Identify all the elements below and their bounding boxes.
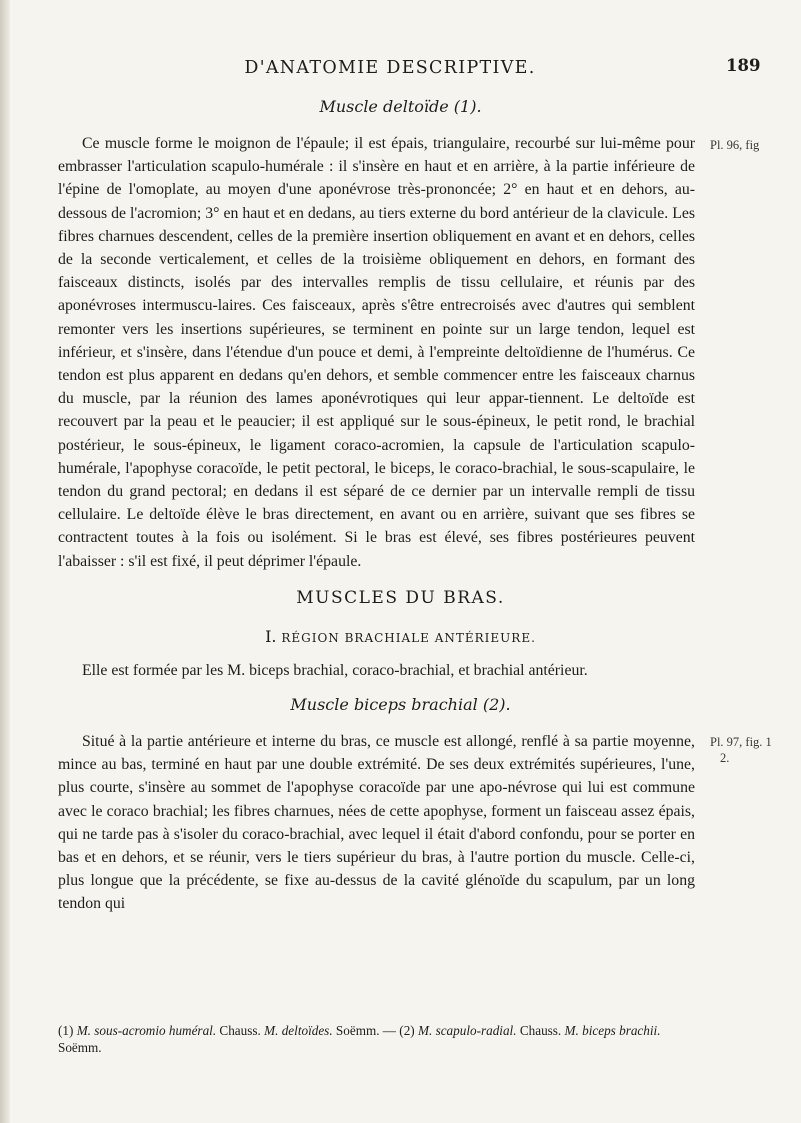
region-intro-paragraph: Elle est formée par les M. biceps brachial, coraco-brachial, et brachial antérieur. <box>82 662 588 679</box>
region-intro <box>58 659 695 682</box>
footnote-2-source-2: Soëmm. <box>58 1040 102 1055</box>
page-number: 189 <box>726 56 761 75</box>
chapter-title: MUSCLES DU BRAS. <box>296 588 505 608</box>
biceps-plate-reference-line1: Pl. 97, fig. 1 <box>710 735 772 749</box>
footnote-2-name-2: M. biceps brachii. <box>564 1023 661 1038</box>
biceps-plate-reference <box>710 734 798 766</box>
region-heading <box>0 627 801 646</box>
footnote-2-name: M. scapulo-radial. <box>417 1023 517 1038</box>
page-binding-edge <box>0 0 10 1123</box>
region-title: RÉGION BRACHIALE ANTÉRIEURE. <box>281 631 536 645</box>
running-head: D'ANATOMIE DESCRIPTIVE. <box>244 58 536 78</box>
footnote-1-source: Chauss. <box>219 1023 261 1038</box>
footnote-2-mark: (2) <box>399 1023 415 1038</box>
biceps-plate-reference-line2: 2. <box>720 751 730 765</box>
deltoid-description <box>58 132 695 573</box>
footnote-1-source-2: Soëmm. — <box>335 1023 396 1038</box>
deltoid-paragraph: Ce muscle forme le moignon de l'épaule; il est épais, triangulaire, recourbé sur lui-même pour embrasser l'articulation scapulo-humérale : il s'insère en haut et en arrière, à la partie inférieure de l'épine de l'omoplate, au moyen d'une aponévrose très-prononcée; 2° en haut et en dehors, au-dessous de l'acromion; 3° en haut et en dedans, au tiers externe du bord antérieur de la clavicule. Les fibres charnues descendent, celles de la première insertion obliquement en avant et en dehors, celles de la seconde verticalement, et celles de la troisième obliquement en dehors, en formant des faisceaux distincts, isolés par des intervalles remplis de tissu cellulaire, et réunis par des aponévroses intermuscu-laires. Ces faisceaux, après s'être entrecroisés avec d'autres qui semblent remonter vers les insertions supérieures, se terminent en pointe sur un large tendon, lequel est inférieur, et s'insère, dans l'étendue d'un pouce et demi, à l'empreinte deltoïdienne de l'humérus. Ce tendon est plus apparent en dedans qu'en dehors, et semble commencer entre les faisceaux charnus du muscle, par la réunion des lames aponévrotiques qui leur appar-tiennent. Le deltoïde est recouvert par la peau et le peaucier; il est appliqué sur le sous-épineux, le petit rond, le brachial postérieur, le sous-épineux, le ligament coraco-acromien, la capsule de l'articulation scapulo-humérale, l'apophyse coracoïde, le petit pectoral, le biceps, le coraco-brachial, le sous-scapulaire, le tendon du grand pectoral; en dedans il est séparé de ce dernier par un intervalle rempli de tissu cellulaire. Le deltoïde élève le bras directement, en avant ou en arrière, suivant que ses fibres se contractent toutes à la fois ou isolément. Si le bras est élevé, ses fibres postérieures peuvent l'abaisser : s'il est fixé, il peut déprimer l'épaule. <box>58 135 695 570</box>
footnote-1-name-2: M. deltoïdes. <box>264 1023 333 1038</box>
biceps-section-title: Muscle biceps brachial (2). <box>290 695 511 714</box>
biceps-description <box>58 730 695 916</box>
region-number: I. <box>265 627 277 646</box>
deltoid-plate-reference: Pl. 96, fig <box>710 138 760 152</box>
footnote-1-mark: (1) <box>58 1023 74 1038</box>
biceps-paragraph: Situé à la partie antérieure et interne du bras, ce muscle est allongé, renflé à sa partie moyenne, mince au bas, terminé en haut par une double extrémité. De ses deux extrémités supérieures, l'une, plus courte, s'insère au sommet de l'apophyse coracoïde par une apo-névrose qui lui est commune avec le coraco brachial; les fibres charnues, nées de cette apophyse, forment un faisceau assez épais, qui ne tarde pas à s'isoler du coraco-brachial, avec lequel il était d'abord confondu, pour se porter en bas et en dehors, et se réunir, vers le tiers supérieur du bras, à l'autre portion du muscle. Celle-ci, plus longue que la précédente, se fixe au-dessus de la cavité glénoïde du scapulum, par un long tendon qui <box>58 733 695 913</box>
deltoid-section-title: Muscle deltoïde (1). <box>319 97 482 116</box>
footnote-2-source: Chauss. <box>519 1023 562 1038</box>
footnote-1-name: M. sous-acromio huméral. <box>76 1023 217 1038</box>
footnotes <box>58 1022 695 1056</box>
